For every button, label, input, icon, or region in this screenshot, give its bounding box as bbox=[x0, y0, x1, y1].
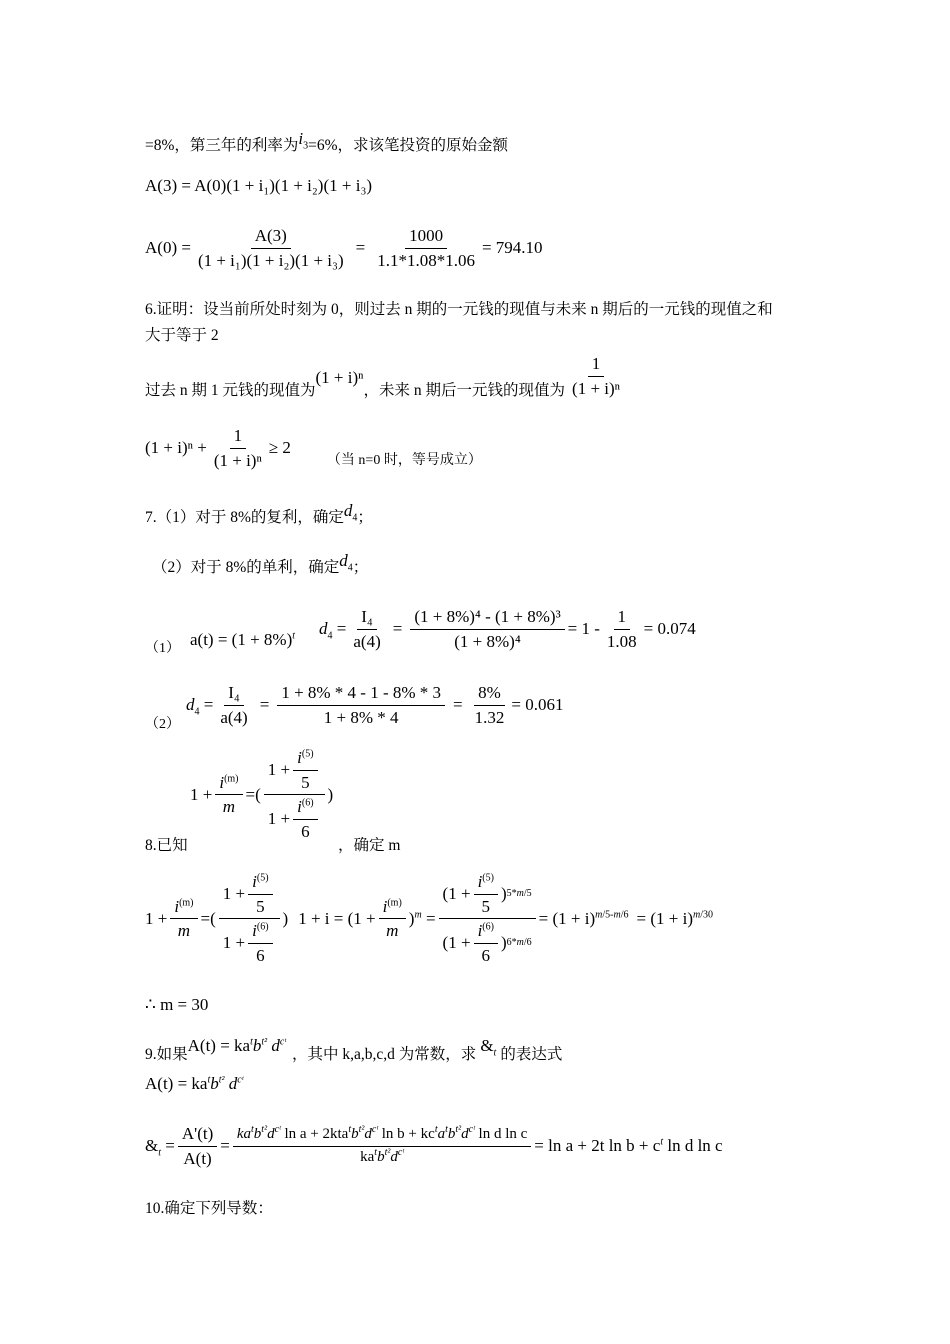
q6-future-frac: $\frac{1}{\text{(1 + i)ⁿ}}$ bbox=[572, 353, 621, 398]
q8-frac-im-2: $\frac{i^{(m)}}{m}$ bbox=[170, 897, 197, 941]
q7-frac-c: $\frac{1}{1.08}$ bbox=[606, 606, 637, 651]
q6-line-2: 大于等于 2 bbox=[145, 327, 219, 344]
q6-ineq-frac: $\frac{1}{\text{(1 + i)ⁿ}}$ bbox=[213, 425, 262, 470]
q5-frac-1: $\frac{A(3)}{\text{(1 + i₁)(1 + i₂)(1 + i₃)}}$ bbox=[197, 226, 344, 270]
q8-prefix: 8.已知 bbox=[145, 837, 188, 854]
q6-line-3: 过去 n 期 1 元钱的现值为 (1 + i)ⁿ ，未来 n 期后一元钱的现值为 $\frac{1}{\text{(1 + i)ⁿ}}$ bbox=[145, 350, 627, 402]
q8-ratio-3: ( 1 + $\frac{i^{(5)}}{5}$ ) 5*m/5 ( 1 + $\frac{i^{(6)}}{6}$ ) 6*m/6 bbox=[439, 872, 536, 965]
q5-frac-2: $\frac{1000}{1.1*1.08*1.06}$ bbox=[377, 226, 475, 270]
q8-given-equation: 1 + $\frac{i^{(m)}}{m}$ =( 1 + $\frac{i^{(5)}}{5}$ 1 + $\frac{i^{(6)}}{6}$ ) bbox=[190, 748, 334, 841]
q7-frac-e: $\frac{8\%}{1.32}$ bbox=[474, 682, 505, 727]
q7-line-2: （2）对于 8%的单利，确定$d_4$； bbox=[152, 551, 369, 576]
q8-ratio-2: 1 + $\frac{i^{(5)}}{5}$ 1 + $\frac{i^{(6)}}{6}$ bbox=[219, 872, 280, 965]
q7-frac-a2: $\frac{\text{I₄}}{a(4)}$ bbox=[220, 682, 248, 727]
q7-line-1: 7.（1）对于 8%的复利，确定$d_4$； bbox=[145, 501, 373, 526]
q8-derivation: 1 + $\frac{i^{(m)}}{m}$ =( 1 + $\frac{i^{(5)}}{5}$ 1 + $\frac{i^{(6)}}{6}$ ) 1 + i = (1 + $\frac{i^{(m)}}{m}$ )$^m$ = ( 1 + $\frac{i^{(5)}}{5}$ ) 5*m/5 ( 1 + $\frac{i^{(6)}}{6}$ ) 6*m/6 = $(1 + i)^{m/5-m/6}$ = $(1 + i)^{m/30}$ bbox=[145, 872, 714, 965]
q10-line: 10.确定下列导数： bbox=[145, 1200, 273, 1217]
q8-result: ∴ m = 30 bbox=[145, 995, 209, 1014]
q9-delta-derivation: $\&_t$ = $\frac{A'(t)}{A(t)}$ = $\frac{ka^tb^{t^2}d^{cᵗ} \ln a + 2kta^tb^{t^2}d^{cᵗ} \ln b + kc^ta^tb^{t^2}d^{cᵗ} \ln d \ln c}{ka^tb^{t^2}d^{cᵗ}}$ = ln a + 2t $\ln b + c^t$ ln d ln c bbox=[145, 1124, 723, 1168]
q7-solution-2: （2） $d_4$ = $\frac{\text{I₄}}{a(4)}$ = $\frac{1 + 8\% * 4 - 1 - 8\% * 3}{1 + 8\% * 4}$ = $\frac{8\%}{1.32}$ = 0.061 bbox=[145, 682, 564, 732]
q5-text-b: =6%，求该笔投资的原始金额 bbox=[308, 137, 509, 154]
q9-at-expression: $A(t) = ka^tb^{t^2}$ $d^{cᵗ}$ bbox=[145, 1074, 244, 1093]
q6-line-1: 6.证明：设当前所处时刻为 0，则过去 n 期的一元钱的现值与未来 n 期后的一元钱的现值之和 bbox=[145, 301, 773, 318]
q5-equation-2: A(0) = $\frac{A(3)}{\text{(1 + i₁)(1 + i₂)(1 + i₃)}}$ = $\frac{1000}{1.1*1.08*1.06}$ = 794.10 bbox=[145, 226, 543, 270]
q9-frac-1: $\frac{A'(t)}{A(t)}$ bbox=[178, 1124, 217, 1168]
q9-question: 9.如果 $A(t) = ka^tb^{t^2}$ $d^{cᵗ}$ ，其中 k,a,b,c,d 为常数，求 $\&_t$ 的表达式 bbox=[145, 1036, 563, 1063]
q8-frac-im-3: $\frac{i^{(m)}}{m}$ bbox=[379, 897, 406, 941]
q5-equation-1: A(3) = A(0)(1 + i₁)(1 + i₂)(1 + i₃) bbox=[145, 176, 373, 195]
q8-suffix: ，确定 m bbox=[338, 837, 401, 854]
q6-inequality: (1 + i)ⁿ + $\frac{1}{\text{(1 + i)ⁿ}}$ ≥ 2 （当 n=0 时，等号成立） bbox=[145, 425, 482, 470]
q7-frac-b: $\frac{\text{(1 + 8\%)⁴ - (1 + 8\%)³}}{\text{(1 + 8\%)⁴}}$ bbox=[410, 607, 564, 651]
q7-frac-a: $\frac{\text{I₄}}{a(4)}$ bbox=[353, 606, 381, 651]
q5-text-a: =8%，第三年的利率为 bbox=[145, 137, 299, 154]
q7-solution-1: （1） $a(t) = (1 + 8\%)^t$ $d_4$ = $\frac{\text{I₄}}{a(4)}$ = $\frac{\text{(1 + 8\%)⁴ - (1 + 8\%)³}}{\text{(1 + 8\%)⁴}}$ = 1 - $\frac{1}{1.08}$ = 0.074 bbox=[145, 606, 696, 656]
q5-i3: $i_3$ bbox=[298, 129, 309, 152]
q5-text-line bbox=[145, 129, 509, 157]
q9-frac-2: $\frac{ka^tb^{t^2}d^{cᵗ} \ln a + 2kta^tb^{t^2}d^{cᵗ} \ln b + kc^ta^tb^{t^2}d^{cᵗ} \ln d \ln c}{ka^tb^{t^2}d^{cᵗ}}$ bbox=[233, 1126, 531, 1166]
q7-frac-d: $\frac{1 + 8\% * 4 - 1 - 8\% * 3}{1 + 8\% * 4}$ bbox=[277, 683, 445, 727]
q8-ratio: 1 + $\frac{i^{(5)}}{5}$ 1 + $\frac{i^{(6)}}{6}$ bbox=[264, 748, 325, 841]
q8-frac-im: $\frac{i^{(m)}}{m}$ bbox=[215, 773, 242, 817]
